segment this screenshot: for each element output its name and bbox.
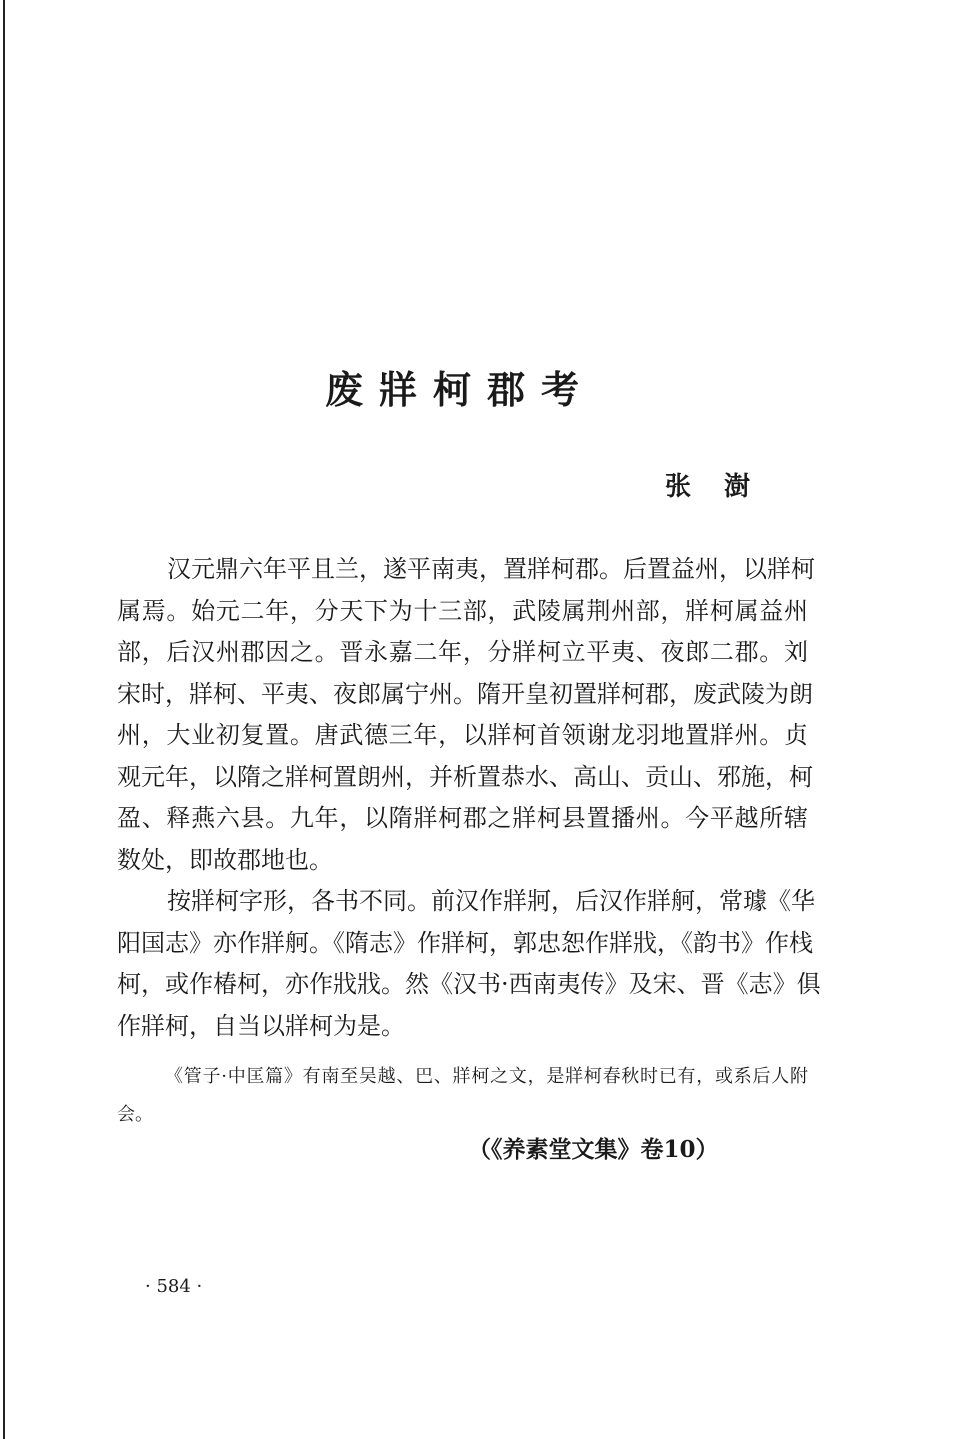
scan-edge-line [3, 0, 5, 1439]
text-line: 宋时，牂柯、平夷、夜郎属宁州。隋开皇初置牂柯郡，废武陵为朗 [117, 679, 813, 708]
text-line: 柯，或作椿柯，亦作戕戕。然《汉书·西南夷传》及宋、晋《志》俱 [117, 970, 821, 998]
note-line: 会。 [117, 1104, 153, 1125]
note-line: 《管子·中匡篇》有南至吴越、巴、牂柯之文，是牂柯春秋时已有，或系后人附 [165, 1066, 808, 1087]
source-citation: （《养素堂文集》卷10） [468, 1136, 719, 1163]
text-line: 观元年，以隋之牂柯置朗州，并析置恭水、高山、贡山、邪施，柯 [117, 762, 813, 791]
page-number: · 584 · [145, 1276, 203, 1297]
text-line: 阳国志》亦作牂舸。《隋志》作牂柯，郭忠恕作牂戕，《韵书》作栈 [117, 928, 813, 957]
body-text [117, 549, 821, 1047]
footnote [117, 1058, 808, 1134]
paragraph-1 [117, 549, 815, 881]
page-title: 废牂柯郡考 [325, 367, 596, 412]
author-name: 张 澍 [665, 472, 763, 502]
text-line: 盈、释燕六县。九年，以隋牂柯郡之牂柯县置播州。今平越所辖 [117, 804, 808, 832]
text-line: 汉元鼎六年平且兰，遂平南夷，置牂柯郡。后置益州，以牂柯 [167, 555, 815, 583]
text-line: 数处，即故郡地也。 [117, 845, 333, 874]
text-line: 州，大业初复置。唐武德三年，以牂柯首领谢龙羽地置牂州。贞 [117, 721, 808, 749]
text-line: 部，后汉州郡因之。晋永嘉二年，分牂柯立平夷、夜郎二郡。刘 [117, 638, 808, 666]
text-line: 属焉。始元二年，分天下为十三部，武陵属荆州部，牂柯属益州 [117, 596, 808, 625]
text-line: 作牂柯，自当以牂柯为是。 [117, 1011, 405, 1040]
paragraph-2 [117, 881, 821, 1047]
text-line: 按牂柯字形，各书不同。前汉作牂牁，后汉作牂舸，常璩《华 [167, 887, 815, 915]
